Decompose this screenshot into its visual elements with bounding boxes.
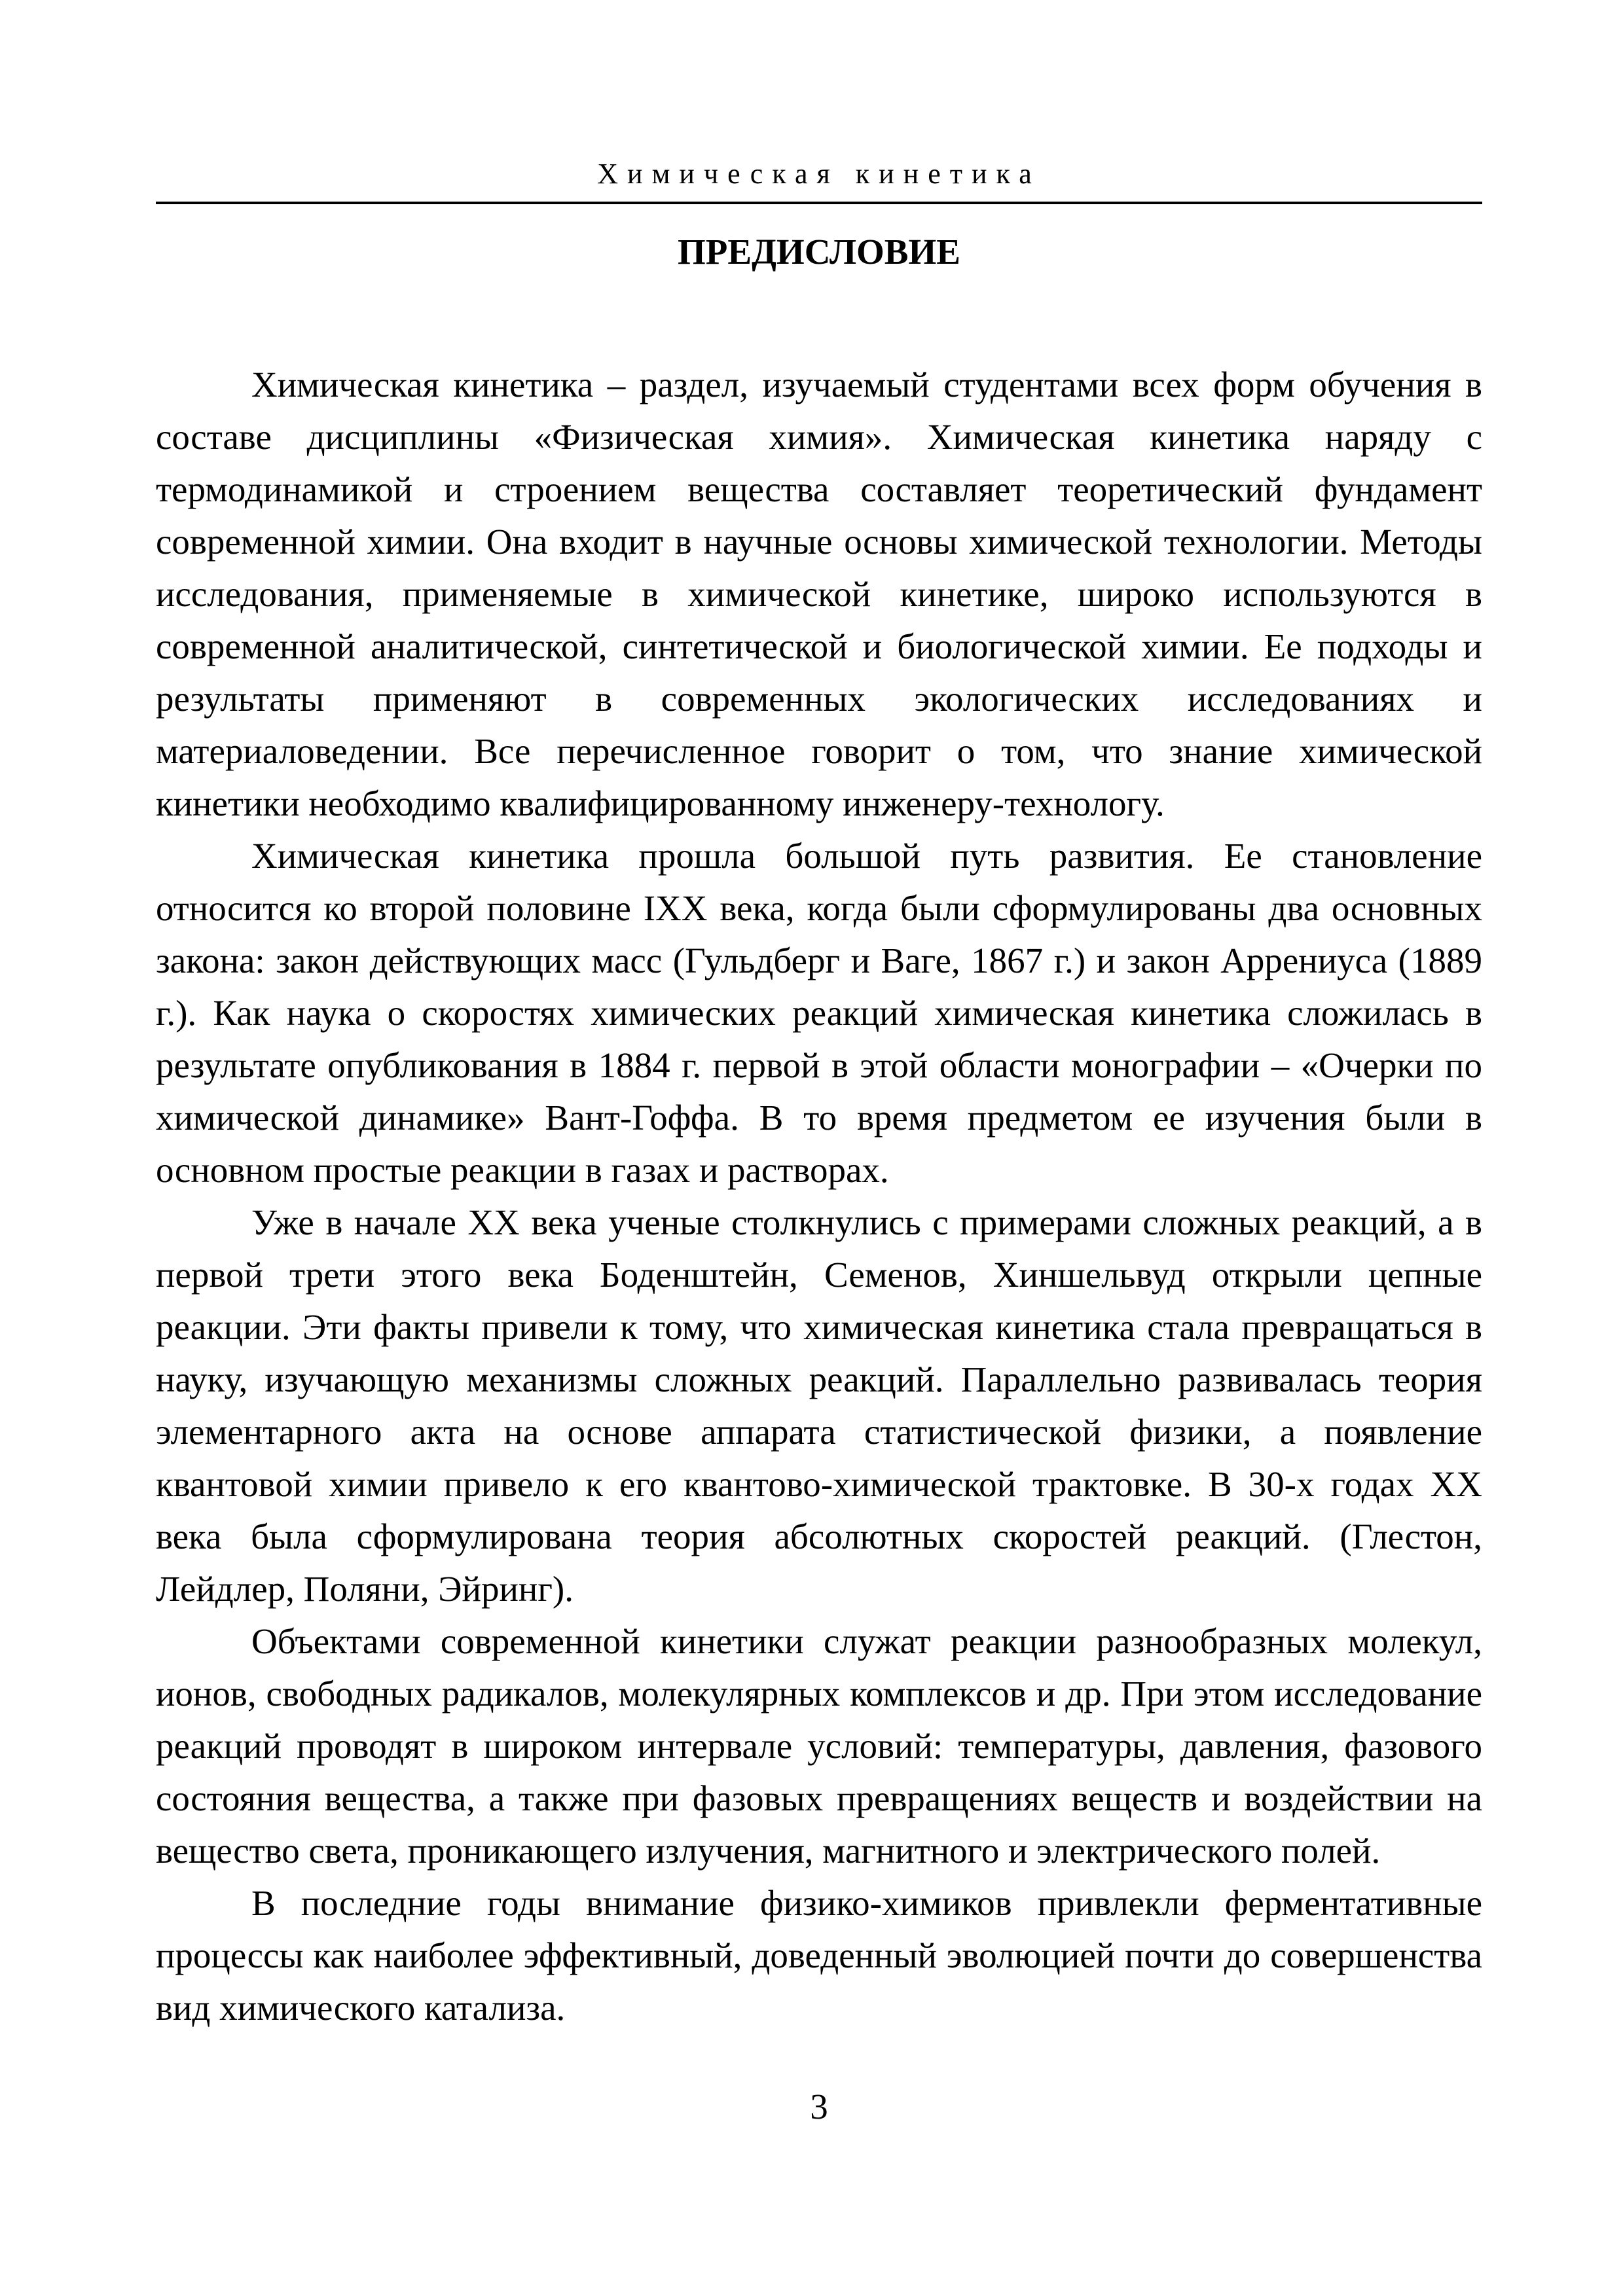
page-number: 3: [810, 2087, 828, 2126]
paragraph: Химическая кинетика прошла большой путь развития. Ее становление относится ко второй половине IXX века, когда были сформулированы два основных закона: закон действующих масс (Гульдберг и Ваге, 1867 г.) и закон Аррениуса (1889 г.). Как наука о скоростях химических реакций химическая кинетика сложилась в результате опубликования в 1884 г. первой в этой области монографии – «Очерки по химической динамике» Вант-Гоффа. В то время предметом ее изучения были в основном простые реакции в газах и растворах.: [156, 836, 1482, 1190]
paragraph: Объектами современной кинетики служат реакции разнообразных молекул, ионов, свободных радикалов, молекулярных комплексов и др. При этом исследование реакций проводят в широком интервале условий: температуры, давления, фазового состояния вещества, а также при фазовых превращениях веществ и воздействии на вещество света, проникающего излучения, магнитного и электрического полей.: [156, 1621, 1482, 1871]
chapter-title: ПРЕДИСЛОВИЕ: [678, 232, 960, 272]
paragraph: В последние годы внимание физико-химиков привлекли ферментативные процессы как наиболее эффективный, доведенный эволюцией почти до совершенства вид химического катализа.: [156, 1883, 1482, 2028]
running-header: Химическая кинетика: [597, 158, 1041, 190]
paragraph: Химическая кинетика – раздел, изучаемый студентами всех форм обучения в составе дисциплины «Физическая химия». Химическая кинетика наряду с термодинамикой и строением вещества составляет теоретический фундамент современной химии. Она входит в научные основы химической технологии. Методы исследования, применяемые в химической кинетике, широко используются в современной аналитической, синтетической и биологической химии. Ее подходы и результаты применяют в современных экологических исследованиях и материаловедении. Все перечисленное говорит о том, что знание химической кинетики необходимо квалифицированному инженеру-технологу.: [156, 365, 1482, 823]
header-divider: [156, 202, 1482, 204]
paragraph: Уже в начале XX века ученые столкнулись с примерами сложных реакций, а в первой трети этого века Боденштейн, Семенов, Хиншельвуд открыли цепные реакции. Эти факты привели к тому, что химическая кинетика стала превращаться в науку, изучающую механизмы сложных реакций. Параллельно развивалась теория элементарного акта на основе аппарата статистической физики, а появление квантовой химии привело к его квантово-химической трактовке. В 30-х годах XX века была сформулирована теория абсолютных скоростей реакций. (Глестон, Лейдлер, Поляни, Эйринг).: [156, 1202, 1482, 1609]
body-text: [156, 359, 1482, 2034]
